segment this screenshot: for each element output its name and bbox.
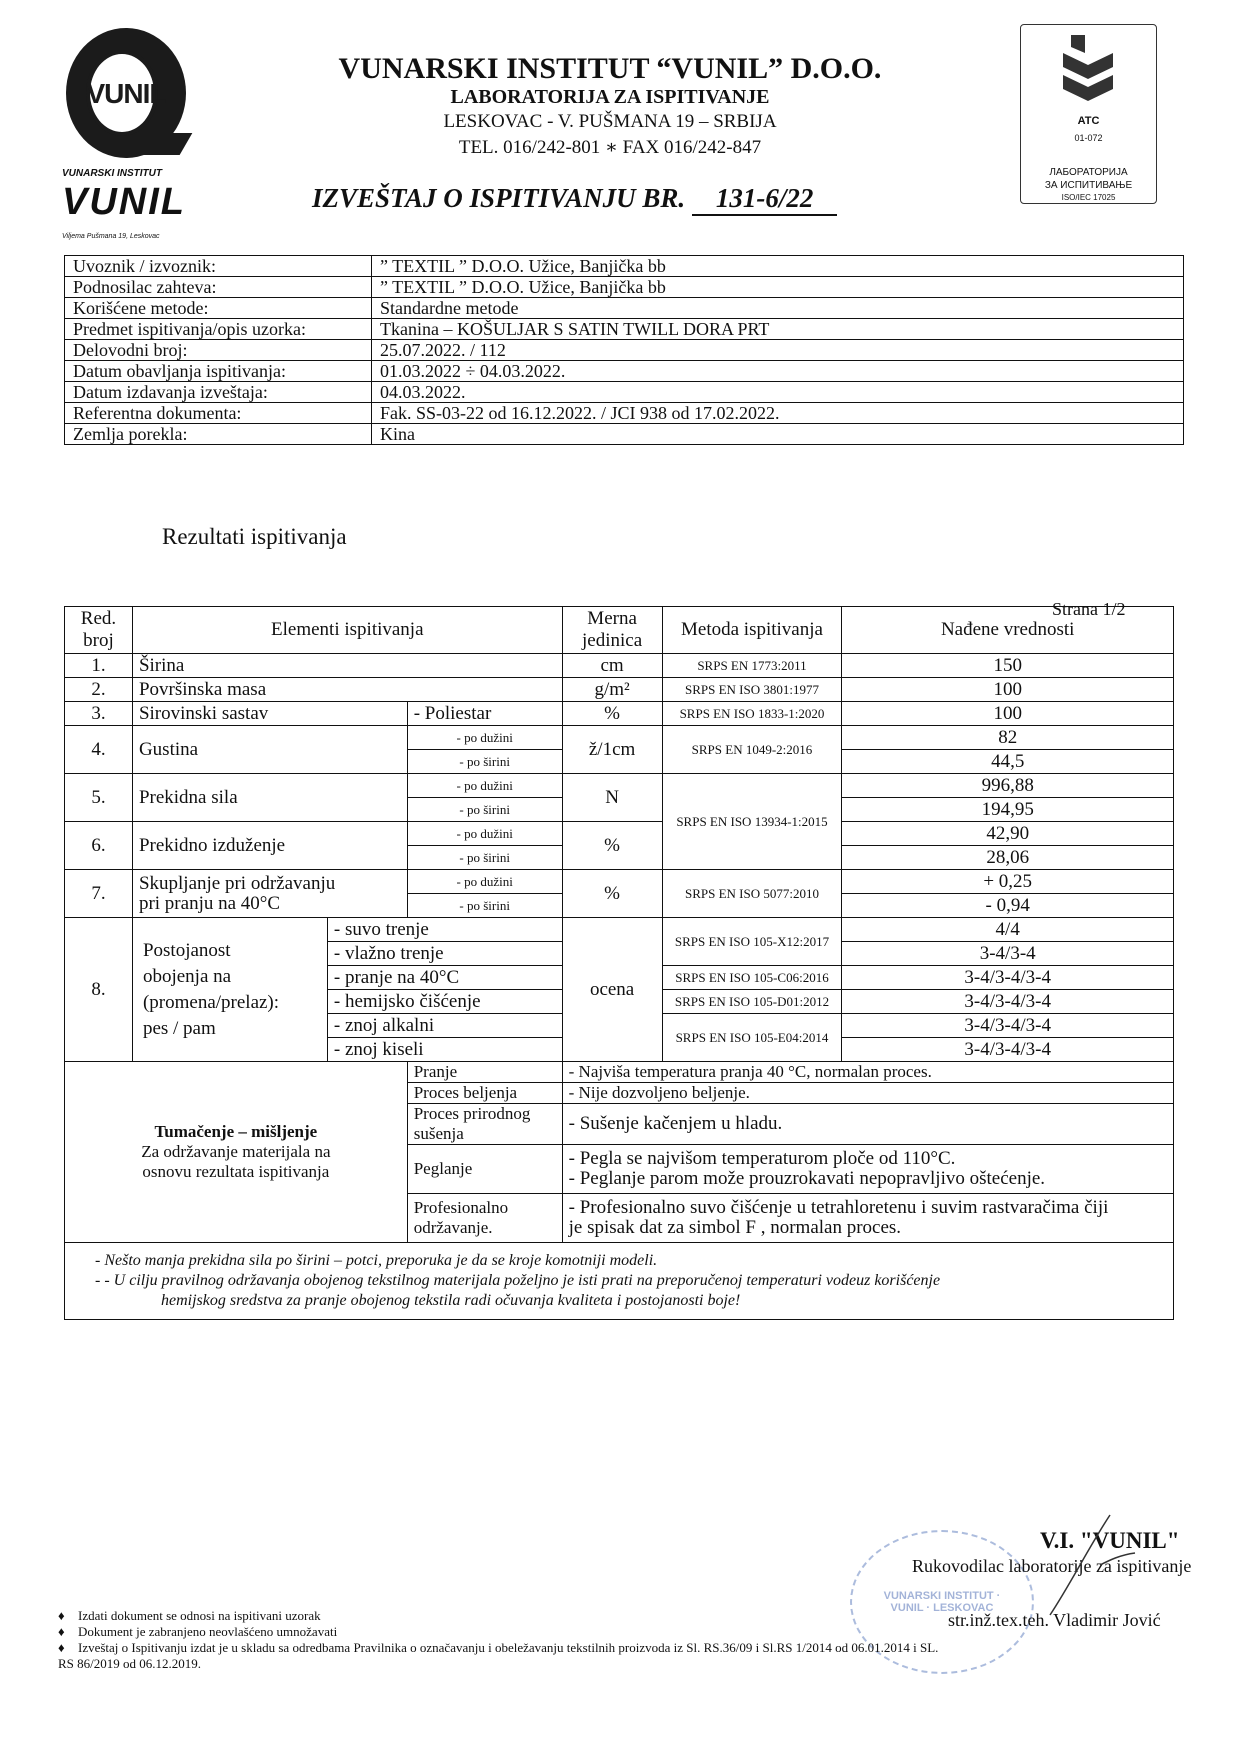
row-number: 5. bbox=[65, 774, 133, 822]
info-value: Kina bbox=[372, 424, 1184, 445]
footer-item bbox=[58, 1608, 1188, 1624]
row-method: SRPS EN ISO 105-X12:2017 bbox=[662, 918, 842, 966]
row-element-line3: (promena/prelaz): bbox=[142, 991, 280, 1013]
row-value: 42,90 bbox=[842, 822, 1174, 846]
info-value: 25.07.2022. / 112 bbox=[372, 340, 1184, 361]
row-value: 3-4/3-4/3-4 bbox=[842, 966, 1174, 990]
info-row bbox=[65, 424, 1184, 445]
row-value: + 0,25 bbox=[842, 870, 1174, 894]
opinion-label: Proces beljenja bbox=[407, 1083, 562, 1104]
info-value: 01.03.2022 ÷ 04.03.2022. bbox=[372, 361, 1184, 382]
opinion-heading bbox=[65, 1062, 408, 1243]
row-method: SRPS EN ISO 5077:2010 bbox=[662, 870, 842, 918]
row-sub-width: - po širini bbox=[407, 846, 562, 870]
row-element: Sirovinski sastav bbox=[132, 702, 407, 726]
row-element-line4: pes / pam bbox=[142, 1017, 216, 1039]
sample-info-body bbox=[65, 256, 1184, 445]
table-row bbox=[65, 678, 1174, 702]
info-label: Datum obavljanja ispitivanja: bbox=[65, 361, 372, 382]
opinion-value: - Sušenje kačenjem u hladu. bbox=[562, 1104, 1173, 1145]
row-subelement: - Poliestar bbox=[407, 702, 562, 726]
logo-text: VUNIL bbox=[86, 78, 166, 109]
atc-label: ATC bbox=[1077, 115, 1100, 127]
row-subelement: - pranje na 40°C bbox=[327, 966, 562, 990]
row-element: Širina bbox=[132, 654, 562, 678]
stamp-text: VUNARSKI INSTITUT · VUNIL · LESKOVAC bbox=[883, 1590, 1001, 1614]
info-row bbox=[65, 382, 1184, 403]
table-row bbox=[65, 774, 1174, 798]
row-method: SRPS EN ISO 105-D01:2012 bbox=[662, 990, 842, 1014]
row-sub-length: - po dužini bbox=[407, 726, 562, 750]
sample-info-table bbox=[64, 255, 1184, 445]
header-elementi: Elementi ispitivanja bbox=[132, 607, 562, 654]
info-value: 04.03.2022. bbox=[372, 382, 1184, 403]
institute-name: VUNARSKI INSTITUT “VUNIL” D.O.O. bbox=[338, 52, 882, 85]
row-unit: g/m² bbox=[562, 678, 662, 702]
row-method: SRPS EN 1049-2:2016 bbox=[662, 726, 842, 774]
row-subelement: - znoj alkalni bbox=[327, 1014, 562, 1038]
info-row bbox=[65, 403, 1184, 424]
info-value: ” TEXTIL ” D.O.O. Užice, Banjička bb bbox=[372, 277, 1184, 298]
row-value: 3-4/3-4/3-4 bbox=[842, 990, 1174, 1014]
row-method: SRPS EN ISO 1833-1:2020 bbox=[662, 702, 842, 726]
row-sub-length: - po dužini bbox=[407, 774, 562, 798]
row-number: 6. bbox=[65, 822, 133, 870]
note-line: - - U cilju pravilnog održavanja obojenog tekstilnog materijala poželjno je isti prati na preporučenoj temperaturi vodeuz korišćenje bbox=[95, 1272, 941, 1289]
report-number: 131-6/22 bbox=[692, 183, 838, 216]
footer-text: Izveštaj o Ispitivanju izdat je u skladu sa odredbama Pravilnika o označavanju i obeležavanju tekstilnih proizvoda iz Sl. RS.36/09 i Sl.RS 1/2014 od 06.01.2014 i SL. bbox=[78, 1640, 939, 1655]
row-method: SRPS EN ISO 105-E04:2014 bbox=[662, 1014, 842, 1062]
info-label: Korišćene metode: bbox=[65, 298, 372, 319]
header-red-broj: Red. broj bbox=[65, 607, 133, 654]
row-number: 1. bbox=[65, 654, 133, 678]
info-value: Standardne metode bbox=[372, 298, 1184, 319]
lab-name: LABORATORIJA ZA ISPITIVANJE bbox=[450, 86, 770, 108]
row-value: 194,95 bbox=[842, 798, 1174, 822]
row-unit: ocena bbox=[562, 918, 662, 1062]
row-element bbox=[132, 918, 327, 1062]
institute-address: LESKOVAC - V. PUŠMANA 19 – SRBIJA bbox=[443, 111, 777, 132]
opinion-value: - Nije dozvoljeno beljenje. bbox=[562, 1083, 1173, 1104]
logo-address: Viljema Pušmana 19, Leskovac bbox=[62, 233, 160, 240]
report-title bbox=[312, 183, 837, 216]
info-row bbox=[65, 277, 1184, 298]
row-element bbox=[132, 870, 407, 918]
row-value: 28,06 bbox=[842, 846, 1174, 870]
footer bbox=[58, 1608, 1188, 1672]
header-metoda: Metoda ispitivanja bbox=[662, 607, 842, 654]
opinion-value bbox=[562, 1145, 1173, 1194]
row-value: 996,88 bbox=[842, 774, 1174, 798]
opinion-value-line1: - Profesionalno suvo čišćenje u tetrahloretenu i suvim rastvaračima čiji bbox=[568, 1197, 1109, 1218]
atc-lab-line1: ЛАБОРАТОРИЈА bbox=[1049, 167, 1128, 178]
opinion-value: - Najviša temperatura pranja 40 °C, normalan proces. bbox=[562, 1062, 1173, 1083]
row-sub-width: - po širini bbox=[407, 798, 562, 822]
notes-cell bbox=[65, 1243, 1174, 1320]
opinion-label: Proces prirodnog sušenja bbox=[407, 1104, 562, 1145]
opinion-label: Pranje bbox=[407, 1062, 562, 1083]
row-number: 8. bbox=[65, 918, 133, 1062]
row-element-line2: obojenja na bbox=[142, 965, 232, 987]
row-value: 82 bbox=[842, 726, 1174, 750]
row-element-line2: pri pranju na 40°C bbox=[138, 892, 281, 914]
opinion-value-line2: je spisak dat za simbol F , normalan proces. bbox=[568, 1217, 902, 1238]
handwritten-signature-icon bbox=[1040, 1505, 1140, 1625]
logo-big-text: VUNIL bbox=[62, 181, 186, 223]
info-row bbox=[65, 298, 1184, 319]
note-line: - Nešto manja prekidna sila po širini – potci, preporuka je da se kroje komotniji modeli. bbox=[95, 1252, 658, 1269]
header-merna: Merna jedinica bbox=[562, 607, 662, 654]
atc-accreditation-badge bbox=[1020, 24, 1157, 204]
table-row bbox=[65, 654, 1174, 678]
row-method: SRPS EN 1773:2011 bbox=[662, 654, 842, 678]
row-unit: % bbox=[562, 702, 662, 726]
row-sub-length: - po dužini bbox=[407, 870, 562, 894]
notes-row bbox=[65, 1243, 1174, 1320]
signature-org: V.I. "VUNIL" bbox=[1040, 1528, 1180, 1553]
row-subelement: - suvo trenje bbox=[327, 918, 562, 942]
table-row bbox=[65, 702, 1174, 726]
row-element: Gustina bbox=[132, 726, 407, 774]
opinion-value-line1: - Pegla se najvišom temperaturom ploče od 110°C. bbox=[568, 1148, 956, 1169]
row-number: 4. bbox=[65, 726, 133, 774]
row-number: 3. bbox=[65, 702, 133, 726]
opinion-line1: Za održavanje materijala na bbox=[141, 1142, 331, 1161]
table-row bbox=[65, 726, 1174, 750]
signature-role: Rukovodilac laboratorije za ispitivanje bbox=[912, 1556, 1192, 1576]
row-element: Prekidno izduženje bbox=[132, 822, 407, 870]
info-value: ” TEXTIL ” D.O.O. Užice, Banjička bb bbox=[372, 256, 1184, 277]
vunil-logo bbox=[62, 28, 202, 240]
row-value: 100 bbox=[842, 702, 1174, 726]
row-element: Prekidna sila bbox=[132, 774, 407, 822]
footer-item bbox=[58, 1640, 1188, 1656]
opinion-line2: osnovu rezultata ispitivanja bbox=[142, 1162, 330, 1181]
header-vrednosti: Nađene vrednosti bbox=[842, 607, 1174, 654]
opinion-value bbox=[562, 1194, 1173, 1243]
row-value: 3-4/3-4/3-4 bbox=[842, 1038, 1174, 1062]
row-value: - 0,94 bbox=[842, 894, 1174, 918]
footer-text: Izdati dokument se odnosi na ispitivani uzorak bbox=[78, 1608, 321, 1623]
page-number: Strana 1/2 bbox=[1052, 599, 1126, 619]
info-label: Zemlja porekla: bbox=[65, 424, 372, 445]
opinion-title: Tumačenje – mišljenje bbox=[154, 1122, 318, 1141]
opinion-value-line2: - Peglanje parom može prouzrokavati nepopravljivo oštećenje. bbox=[568, 1168, 1046, 1189]
row-unit: N bbox=[562, 774, 662, 822]
row-unit: ž/1cm bbox=[562, 726, 662, 774]
opinion-row bbox=[65, 1062, 1174, 1083]
info-label: Datum izdavanja izveštaja: bbox=[65, 382, 372, 403]
row-element-line1: Skupljanje pri održavanju bbox=[138, 872, 336, 894]
bullet-icon: ♦ bbox=[58, 1608, 65, 1623]
results-title: Rezultati ispitivanja bbox=[162, 524, 347, 549]
atc-iso: ISO/IEC 17025 bbox=[1061, 193, 1116, 202]
row-subelement: - hemijsko čišćenje bbox=[327, 990, 562, 1014]
info-row bbox=[65, 256, 1184, 277]
bullet-icon: ♦ bbox=[58, 1624, 65, 1639]
footer-text: RS 86/2019 od 06.12.2019. bbox=[58, 1656, 202, 1671]
row-sub-width: - po širini bbox=[407, 894, 562, 918]
info-label: Predmet ispitivanja/opis uzorka: bbox=[65, 319, 372, 340]
bullet-icon: ♦ bbox=[58, 1640, 65, 1655]
row-unit: % bbox=[562, 870, 662, 918]
results-header-row bbox=[65, 607, 1174, 654]
info-row bbox=[65, 361, 1184, 382]
row-subelement: - vlažno trenje bbox=[327, 942, 562, 966]
row-method: SRPS EN ISO 13934-1:2015 bbox=[662, 774, 842, 870]
footer-text: Dokument je zabranjeno neovlašćeno umnožavati bbox=[78, 1624, 338, 1639]
row-sub-length: - po dužini bbox=[407, 822, 562, 846]
table-row bbox=[65, 918, 1174, 942]
info-value: Fak. SS-03-22 od 16.12.2022. / JCI 938 od 17.02.2022. bbox=[372, 403, 1184, 424]
info-value: Tkanina – KOŠULJAR S SATIN TWILL DORA PRT bbox=[372, 319, 1184, 340]
row-element: Površinska masa bbox=[132, 678, 562, 702]
opinion-label: Peglanje bbox=[407, 1145, 562, 1194]
row-value: 44,5 bbox=[842, 750, 1174, 774]
atc-lab-line2: ЗА ИСПИТИВАЊЕ bbox=[1044, 180, 1133, 191]
info-label: Podnosilac zahteva: bbox=[65, 277, 372, 298]
signature-name: str.inž.tex.teh. Vladimir Jović bbox=[948, 1610, 1161, 1630]
results-table bbox=[64, 606, 1174, 1320]
row-value: 150 bbox=[842, 654, 1174, 678]
note-line: hemijskog sredstva za pranje obojenog tekstila radi očuvanja kvaliteta i postojanosti boje! bbox=[161, 1292, 741, 1309]
row-method: SRPS EN ISO 105-C06:2016 bbox=[662, 966, 842, 990]
atc-emblem-icon bbox=[1063, 35, 1113, 105]
opinion-label: Profesionalno održavanje. bbox=[407, 1194, 562, 1243]
row-value: 3-4/3-4 bbox=[842, 942, 1174, 966]
row-unit: cm bbox=[562, 654, 662, 678]
info-label: Uvoznik / izvoznik: bbox=[65, 256, 372, 277]
row-value: 3-4/3-4/3-4 bbox=[842, 1014, 1174, 1038]
table-row bbox=[65, 822, 1174, 846]
row-method: SRPS EN ISO 3801:1977 bbox=[662, 678, 842, 702]
logo-institute: VUNARSKI INSTITUT bbox=[62, 168, 162, 179]
info-label: Referentna dokumenta: bbox=[65, 403, 372, 424]
table-row bbox=[65, 870, 1174, 894]
footer-item bbox=[58, 1624, 1188, 1640]
row-number: 7. bbox=[65, 870, 133, 918]
info-row bbox=[65, 319, 1184, 340]
row-value: 100 bbox=[842, 678, 1174, 702]
row-value: 4/4 bbox=[842, 918, 1174, 942]
row-sub-width: - po širini bbox=[407, 750, 562, 774]
info-row bbox=[65, 340, 1184, 361]
institute-phone: TEL. 016/242-801 ∗ FAX 016/242-847 bbox=[458, 137, 762, 158]
row-unit: % bbox=[562, 822, 662, 870]
row-element-line1: Postojanost bbox=[142, 939, 231, 961]
row-number: 2. bbox=[65, 678, 133, 702]
row-subelement: - znoj kiseli bbox=[327, 1038, 562, 1062]
report-label: IZVEŠTAJ O ISPITIVANJU BR. bbox=[312, 183, 686, 213]
atc-number: 01-072 bbox=[1074, 133, 1103, 143]
info-label: Delovodni broj: bbox=[65, 340, 372, 361]
